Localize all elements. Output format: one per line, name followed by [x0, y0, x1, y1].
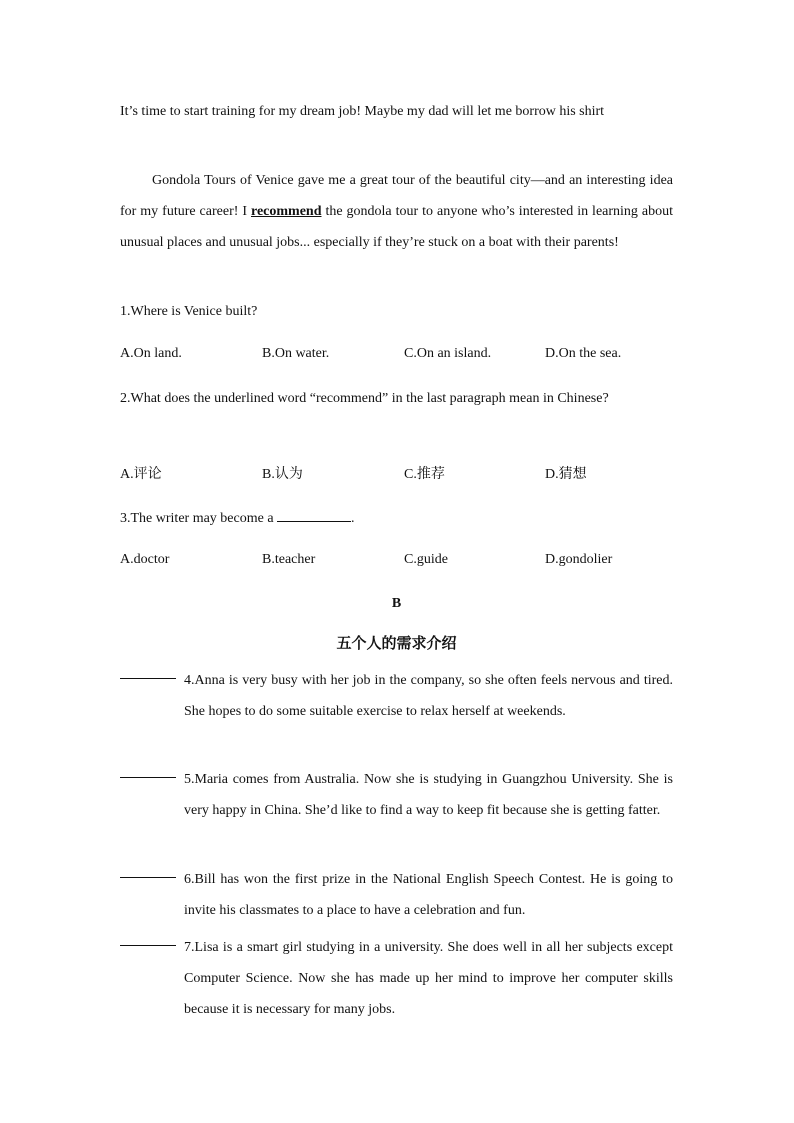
paragraph-2-text-before: Gondola Tours of Venice gave me a great tour of the beautiful city—and an interesting idea for my future career! I [120, 173, 673, 219]
question-2-options [120, 463, 673, 483]
list-item-5 [120, 764, 673, 826]
answer-blank[interactable] [120, 945, 176, 946]
item-text: 7.Lisa is a smart girl studying in a university. She does well in all her subjects except Computer Science. Now she has made up her mind to improve her computer skills because it is necessary for many jobs. [184, 940, 673, 1017]
q2-option-d[interactable]: D.猜想 [545, 467, 587, 482]
q1-option-d[interactable]: D.On the sea. [545, 346, 622, 361]
item-text: 6.Bill has won the first prize in the National English Speech Contest. He is going to invite his classmates to a place to have a celebration and fun. [184, 872, 673, 918]
q2-option-b[interactable]: B.认为 [262, 467, 303, 482]
question-3-options [120, 552, 673, 572]
q3-option-c[interactable]: C.guide [404, 552, 448, 567]
question-3-text [120, 503, 673, 534]
item-text: 5.Maria comes from Australia. Now she is studying in Guangzhou University. She is very happy in China. She’d like to find a way to keep fit because she is getting fatter. [184, 772, 673, 818]
list-item-4 [120, 665, 673, 727]
answer-blank[interactable] [120, 777, 176, 778]
q1-option-a[interactable]: A.On land. [120, 346, 182, 361]
q1-option-b[interactable]: B.On water. [262, 346, 330, 361]
q3-option-b[interactable]: B.teacher [262, 552, 316, 567]
passage-paragraph-1: It’s time to start training for my dream job! Maybe my dad will let me borrow his shirt [120, 104, 605, 119]
q3-option-a[interactable]: A.doctor [120, 552, 170, 567]
section-letter: B [391, 596, 402, 611]
list-item-6 [120, 864, 673, 926]
list-item-7 [120, 932, 673, 1025]
section-title: 五个人的需求介绍 [336, 636, 457, 652]
question-3-text-after: . [351, 511, 355, 526]
paragraph-2-text-after: the gondola tour to anyone who’s interested in learning about unusual places and unusual jobs... especially if they’re stuck on a boat with their parents! [120, 204, 673, 250]
question-1-options [120, 346, 673, 366]
q2-option-a[interactable]: A.评论 [120, 467, 162, 482]
passage-paragraph-2 [120, 165, 673, 258]
answer-blank[interactable] [120, 678, 176, 679]
q2-option-c[interactable]: C.推荐 [404, 467, 445, 482]
question-2-text: 2.What does the underlined word “recommend” in the last paragraph mean in Chinese? [120, 391, 609, 406]
question-3-text-before: 3.The writer may become a [120, 511, 278, 526]
underlined-word-recommend: recommend [251, 204, 322, 219]
q1-option-c[interactable]: C.On an island. [404, 346, 492, 361]
answer-blank[interactable] [277, 509, 351, 522]
answer-blank[interactable] [120, 877, 176, 878]
item-text: 4.Anna is very busy with her job in the company, so she often feels nervous and tired. She hopes to do some suitable exercise to relax herself at weekends. [184, 673, 673, 719]
question-1-text: 1.Where is Venice built? [120, 304, 258, 319]
q3-option-d[interactable]: D.gondolier [545, 552, 613, 567]
